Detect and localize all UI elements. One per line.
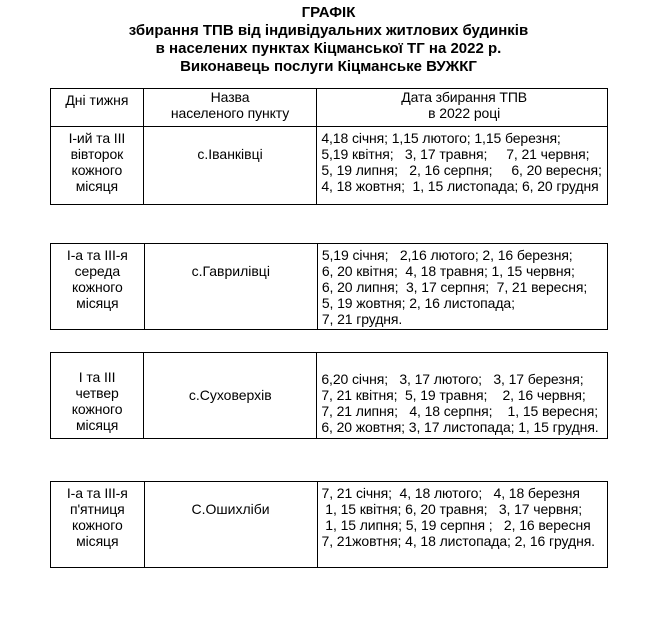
row-dates: 4,18 січня; 1,15 лютого; 1,15 березня; 5,19 квітня; 3, 17 травня; 7, 21 червня; 5, 19 липня; 2, 16 серпня; 6, 20 вересня; 4, 18 жовтня; 1, 15 листопада; 6, 20 грудня xyxy=(317,127,608,205)
schedule-header-table xyxy=(50,88,608,205)
schedule-table-row-2 xyxy=(50,243,608,330)
table-row xyxy=(51,127,608,205)
schedule-table-row-4 xyxy=(50,481,608,568)
document-subtitle-2: в населених пунктах Кіцманської ТГ на 2022 р. xyxy=(155,40,502,57)
document-subtitle-1: збирання ТПВ від індивідуальних житлових будинків xyxy=(128,22,529,39)
header-place: Назва населеного пункту xyxy=(143,89,317,127)
row-dates: 5,19 січня; 2,16 лютого; 2, 16 березня; 6, 20 квітня; 4, 18 травня; 1, 15 червня; 6, 20 липня; 3, 17 серпня; 7, 21 вересня; 5, 19 жовтня; 2, 16 листопада; 7, 21 грудня. xyxy=(317,244,607,330)
table-row xyxy=(51,353,608,439)
document-subtitle-3: Виконавець послуги Кіцманське ВУЖКГ xyxy=(180,58,477,75)
row-days: І-ий та ІІІ вівторок кожного місяця xyxy=(51,127,144,205)
row-days: І-а та ІІІ-я п'ятниця кожного місяця xyxy=(51,482,145,568)
row-days: І-а та ІІІ-я середа кожного місяця xyxy=(51,244,145,330)
table-row xyxy=(51,482,608,568)
header-days: Дні тижня xyxy=(51,89,144,127)
table-row xyxy=(51,244,608,330)
row-dates: 7, 21 січня; 4, 18 лютого; 4, 18 березня 1, 15 квітня; 6, 20 травня; 3, 17 червня; 1, 15 липня; 5, 19 серпня ; 2, 16 вересня 7, 21жовтня; 4, 18 листопада; 2, 16 грудня. xyxy=(317,482,607,568)
row-dates: 6,20 січня; 3, 17 лютого; 3, 17 березня; 7, 21 квітня; 5, 19 травня; 2, 16 червня; 7, 21 липня; 4, 18 серпня; 1, 15 вересня; 6, 20 жовтня; 3, 17 листопада; 1, 15 грудня. xyxy=(317,353,608,439)
row-days: І та ІІІ четвер кожного місяця xyxy=(51,353,144,439)
row-place: С.Ошихліби xyxy=(144,482,317,568)
document-title: ГРАФІК xyxy=(301,4,356,21)
row-place: с.Суховерхів xyxy=(144,353,317,439)
row-place: с.Іванківці xyxy=(143,127,317,205)
schedule-table-row-3 xyxy=(50,352,608,439)
row-place: с.Гаврилівці xyxy=(144,244,317,330)
header-dates: Дата збирання ТПВ в 2022 році xyxy=(317,89,608,127)
